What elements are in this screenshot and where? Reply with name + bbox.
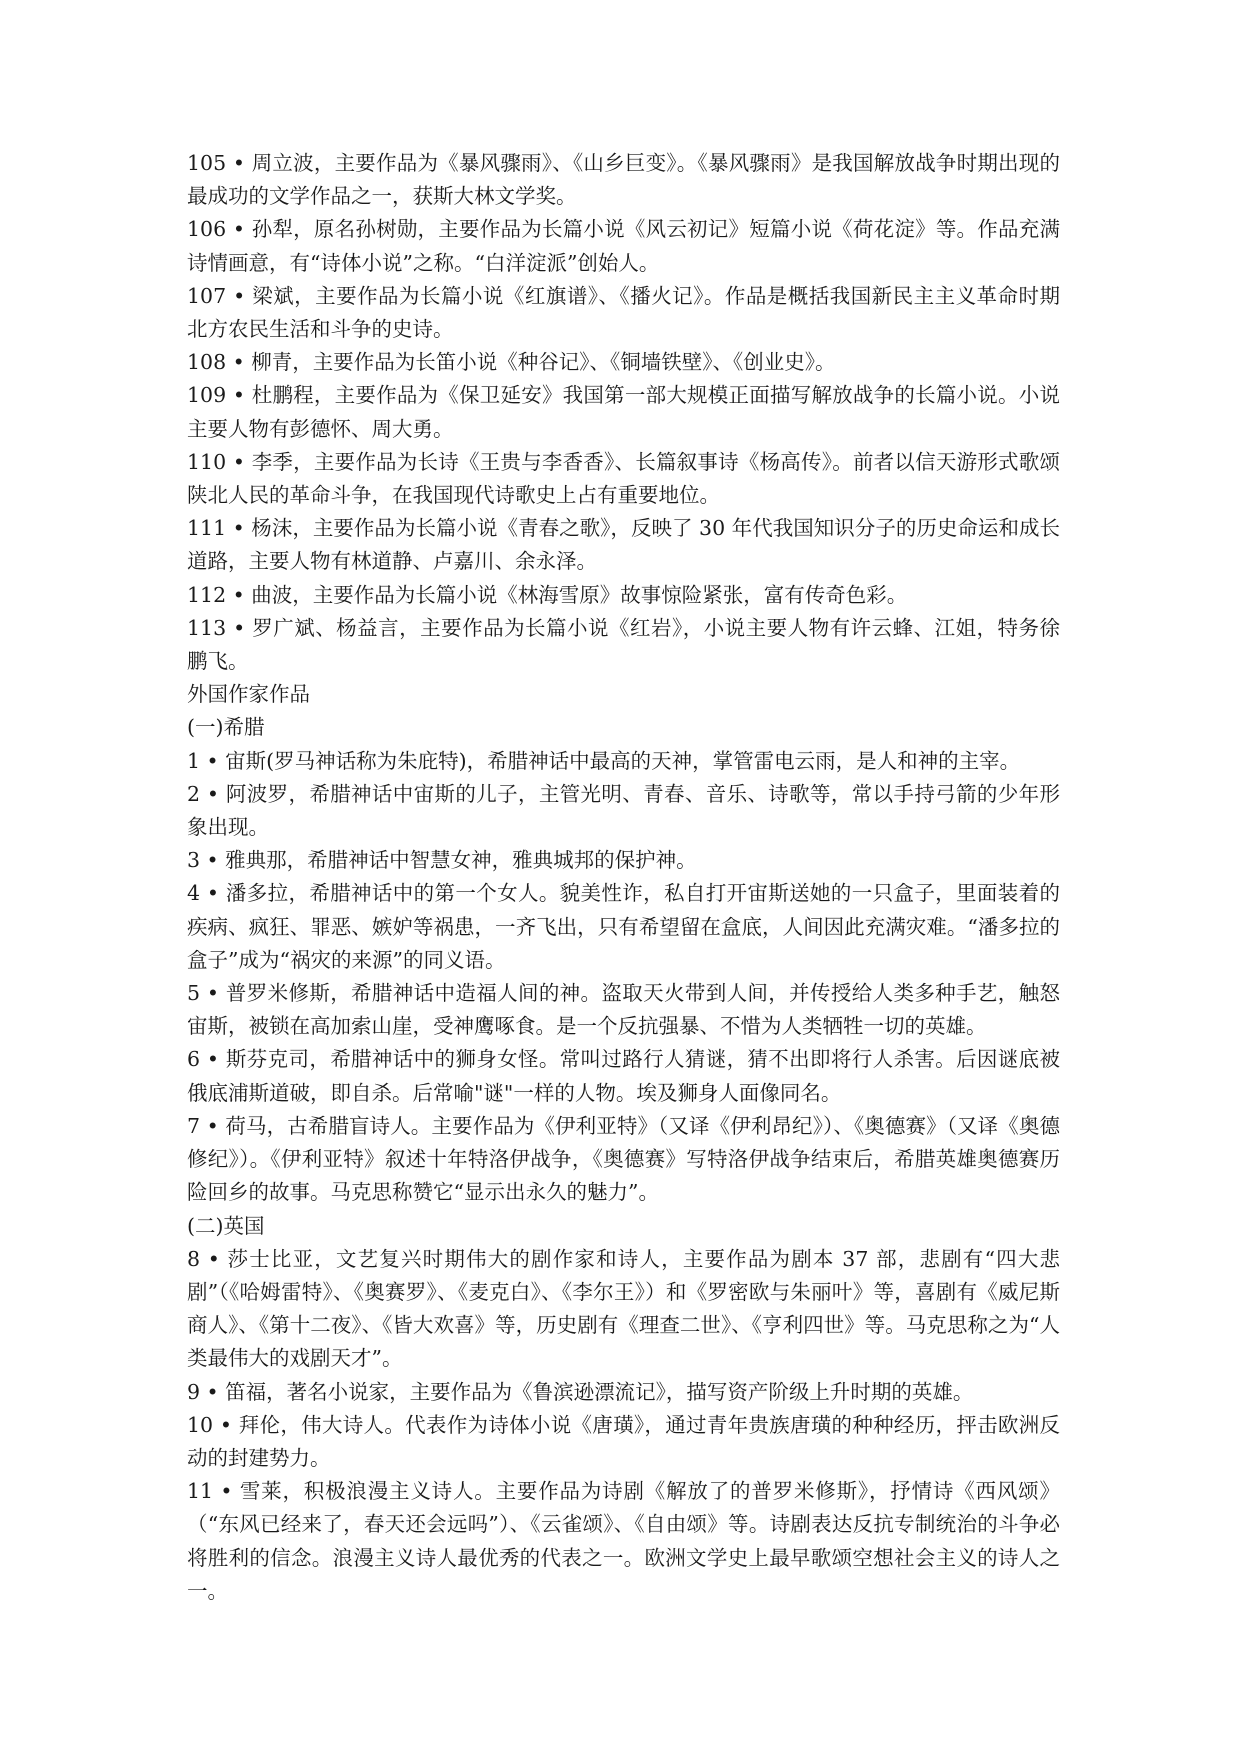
document-page xyxy=(187,147,1060,1608)
entry-111-yang-mo: 111 • 杨沫，主要作品为长篇小说《青春之歌》，反映了 30 年代我国知识分子的历史命运和成长道路，主要人物有林道静、卢嘉川、余永泽。 xyxy=(187,516,1060,574)
section-heading-foreign-authors: 外国作家作品 xyxy=(187,682,310,707)
entry-113-luo-guangbin: 113 • 罗广斌、杨益言，主要作品为长篇小说《红岩》，小说主要人物有许云蜂、江姐，特务徐鹏飞。 xyxy=(187,615,1060,674)
entry-10-byron: 10 • 拜伦，伟大诗人。代表作为诗体小说《唐璜》，通过青年贵族唐璜的种种经历，抨击欧洲反动的封建势力。 xyxy=(187,1412,1060,1470)
entry-8-shakespeare: 8 • 莎士比亚，文艺复兴时期伟大的剧作家和诗人，主要作品为剧本 37 部，悲剧有“四大悲剧”（《哈姆雷特》、《奥赛罗》、《麦克白》、《李尔王》）和《罗密欧与朱丽叶》等，喜剧有《威尼斯商人》、《第十二夜》、《皆大欢喜》等，历史剧有《理查二世》、《亨利四世》等。马克思称之为“人类最伟大的戏剧天才”。 xyxy=(187,1246,1060,1371)
entry-7-homer: 7 • 荷马，古希腊盲诗人。主要作品为《伊利亚特》（又译《伊利昂纪》）、《奥德赛》（又译《奥德修纪》）。《伊利亚特》叙述十年特洛伊战争，《奥德赛》写特洛伊战争结束后，希腊英雄奥德赛历险回乡的故事。马克思称赞它“显示出永久的魅力”。 xyxy=(187,1113,1060,1205)
entry-105-zhou-libo: 105 • 周立波，主要作品为《暴风骤雨》、《山乡巨变》。《暴风骤雨》是我国解放战争时期出现的最成功的文学作品之一，获斯大林文学奖。 xyxy=(187,151,1060,209)
entry-11-shelley: 11 • 雪莱，积极浪漫主义诗人。主要作品为诗剧《解放了的普罗米修斯》，抒情诗《西风颂》（“东风已经来了，春天还会远吗”）、《云雀颂》、《自由颂》等。诗剧表达反抗专制统治的斗争必将胜利的信念。浪漫主义诗人最优秀的代表之一。欧洲文学史上最早歌颂空想社会主义的诗人之一。 xyxy=(187,1479,1060,1603)
entry-4-pandora: 4 • 潘多拉，希腊神话中的第一个女人。貌美性诈，私自打开宙斯送她的一只盒子，里面装着的疾病、疯狂、罪恶、嫉妒等祸患，一齐飞出，只有希望留在盒底，人间因此充满灾难。“潘多拉的盒子”成为“祸灾的来源”的同义语。 xyxy=(187,881,1060,972)
entry-2-apollo: 2 • 阿波罗，希腊神话中宙斯的儿子，主管光明、青春、音乐、诗歌等，常以手持弓箭的少年形象出现。 xyxy=(187,781,1060,840)
entry-110-li-ji: 110 • 李季，主要作品为长诗《王贵与李香香》、长篇叙事诗《杨高传》。前者以信天游形式歌颂陕北人民的革命斗争，在我国现代诗歌史上占有重要地位。 xyxy=(187,449,1060,508)
entry-108-liu-qing: 108 • 柳青，主要作品为长笛小说《种谷记》、《铜墙铁壁》、《创业史》。 xyxy=(187,350,836,375)
entry-1-zeus: 1 • 宙斯(罗马神话称为朱庇特)，希腊神话中最高的天神，掌管雷电云雨，是人和神的主宰。 xyxy=(187,748,1021,773)
entry-106-sun-li: 106 • 孙犁，原名孙树勋，主要作品为长篇小说《风云初记》短篇小说《荷花淀》等。作品充满诗情画意，有“诗体小说”之称。“白洋淀派”创始人。 xyxy=(187,217,1060,275)
entry-3-athena: 3 • 雅典那，希腊神话中智慧女神，雅典城邦的保护神。 xyxy=(187,848,697,873)
subsection-heading-greece: (一)希腊 xyxy=(187,715,265,740)
entry-5-prometheus: 5 • 普罗米修斯，希腊神话中造福人间的神。盗取天火带到人间，并传授给人类多种手艺，触怒宙斯，被锁在高加索山崖，受神鹰啄食。是一个反抗强暴、不惜为人类牺牲一切的英雄。 xyxy=(187,981,1060,1039)
subsection-heading-england: (二)英国 xyxy=(187,1213,265,1238)
entry-112-qu-bo: 112 • 曲波，主要作品为长篇小说《林海雪原》故事惊险紧张，富有传奇色彩。 xyxy=(187,582,908,607)
entry-107-liang-bin: 107 • 梁斌，主要作品为长篇小说《红旗谱》、《播火记》。作品是概括我国新民主主义革命时期北方农民生活和斗争的史诗。 xyxy=(187,283,1060,342)
entry-6-sphinx: 6 • 斯芬克司，希腊神话中的狮身女怪。常叫过路行人猜谜，猜不出即将行人杀害。后因谜底被俄底浦斯道破，即自杀。后常喻"谜"一样的人物。埃及狮身人面像同名。 xyxy=(187,1047,1060,1105)
entry-109-du-pengcheng: 109 • 杜鹏程，主要作品为《保卫延安》我国第一部大规模正面描写解放战争的长篇小说。小说主要人物有彭德怀、周大勇。 xyxy=(187,383,1060,441)
entry-9-defoe: 9 • 笛福，著名小说家，主要作品为《鲁滨逊漂流记》，描写资产阶级上升时期的英雄。 xyxy=(187,1379,974,1404)
